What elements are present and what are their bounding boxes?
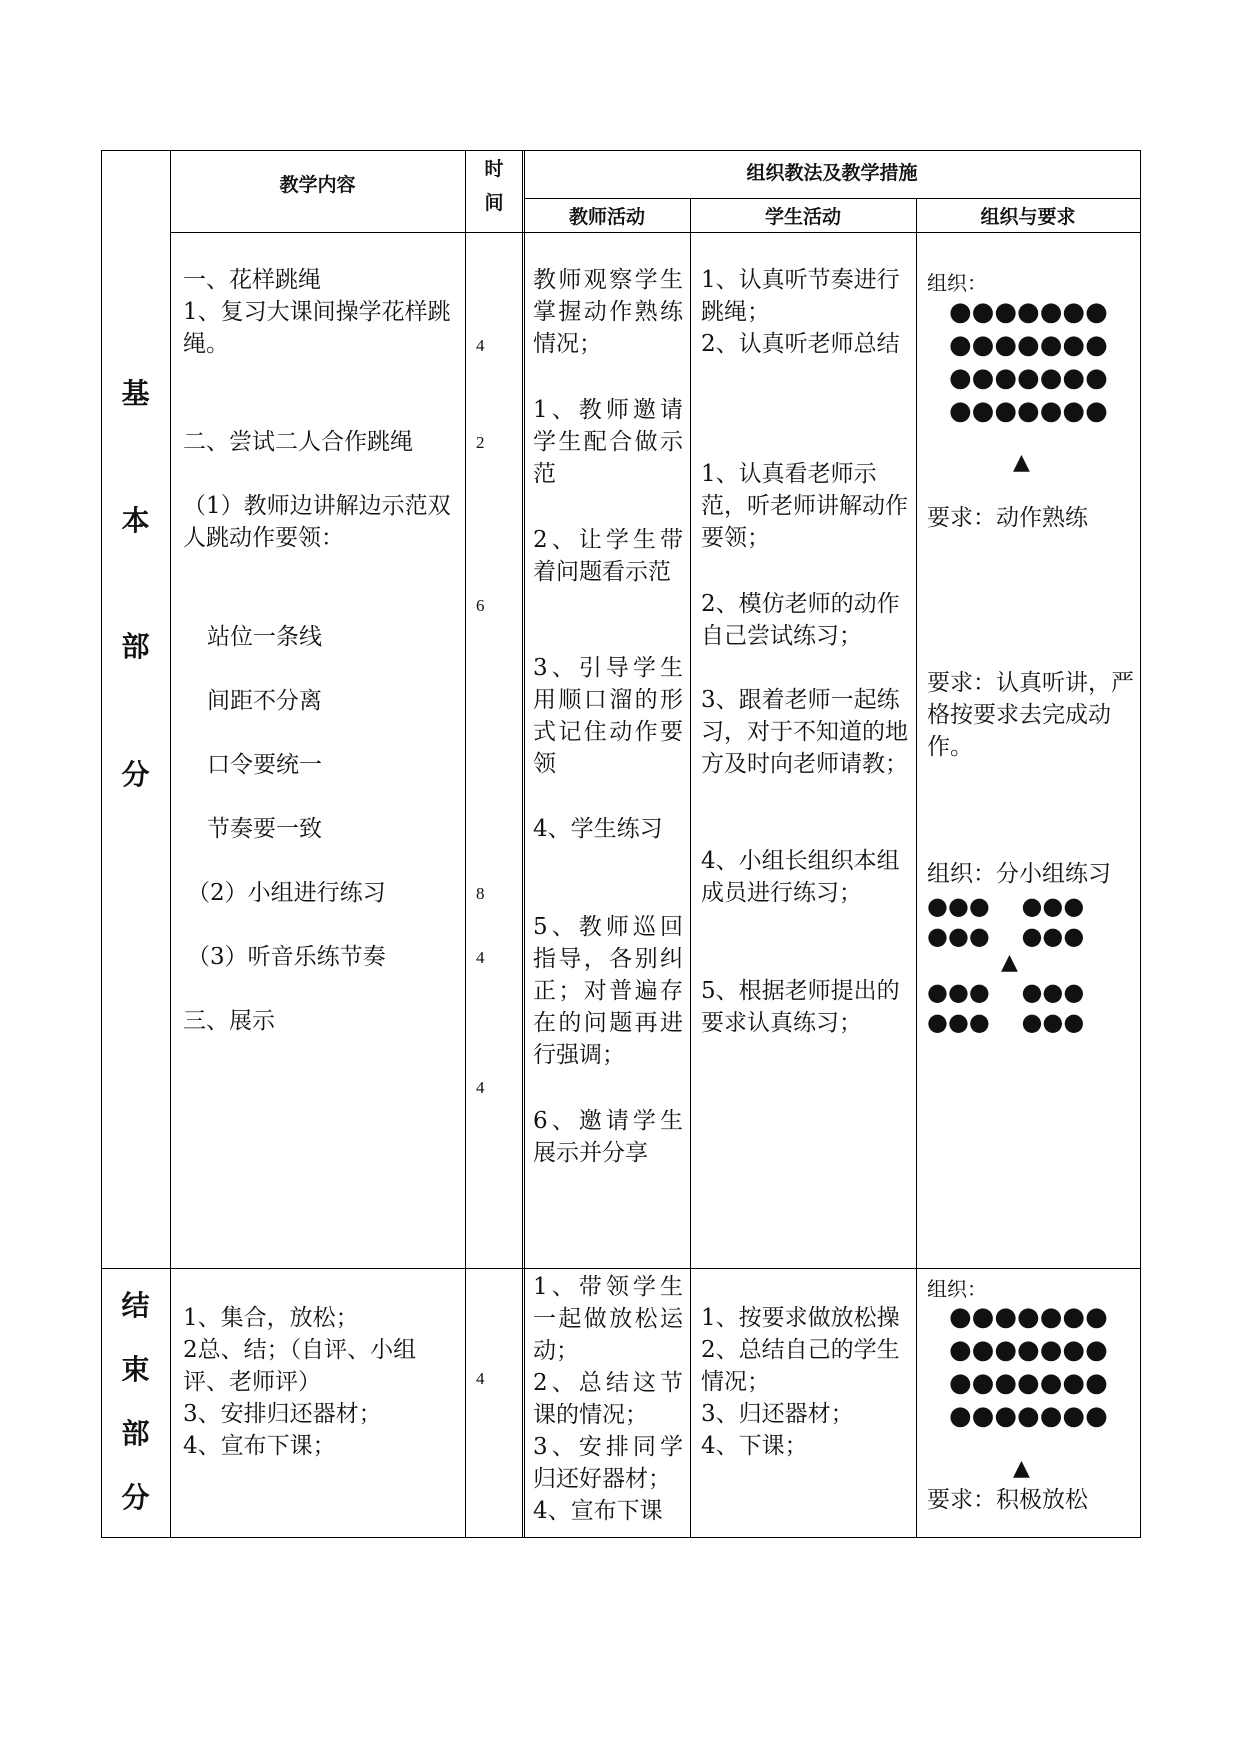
section-char: 部	[121, 630, 150, 663]
content-line: 一、花样跳绳	[183, 267, 321, 293]
teacher-activity: 6、邀请学生展示并分享	[533, 1108, 683, 1166]
student-formation-row: ●●●●●●●	[949, 330, 1108, 360]
time-value: 4	[476, 948, 485, 967]
student-activity: 1、认真听节奏进行跳绳；	[701, 267, 900, 325]
content-line: 3、安排归还器材；	[183, 1401, 382, 1427]
group-formation-row: ●●● ●●●	[927, 922, 1085, 950]
student-activity: 4、小组长组织本组成员进行练习；	[701, 848, 900, 906]
group-formation-row: ●●● ●●●	[927, 892, 1085, 920]
section-char: 分	[121, 1481, 150, 1514]
table-border-top	[101, 150, 1141, 151]
teacher-activity: 5、教师巡回指导，各别纠正；对普遍存在的问题再进行强调；	[533, 914, 683, 1068]
student-activity: 3、归还器材；	[701, 1401, 854, 1427]
student-formation-row: ●●●●●●●	[949, 1302, 1108, 1332]
time-value: 4	[476, 336, 485, 355]
student-formation-row: ●●●●●●●	[949, 1401, 1108, 1431]
section-char: 束	[121, 1353, 150, 1386]
table-border-bottom	[101, 1537, 1141, 1538]
student-activity: 3、跟着老师一起练习，对于不知道的地方及时向老师请教；	[701, 687, 908, 777]
content-line: 1、复习大课间操学花样跳绳。	[183, 299, 451, 357]
content-line: 二、尝试二人合作跳绳	[183, 429, 413, 455]
grid-line	[916, 198, 917, 1538]
teacher-activity: 1、带领学生一起做放松运动；	[533, 1274, 683, 1364]
grid-line	[690, 198, 691, 1538]
content-line: 间距不分离	[207, 688, 322, 714]
content-line: （2）小组进行练习	[187, 880, 386, 906]
header-teacher-activity: 教师活动	[568, 206, 645, 228]
teacher-activity: 2、总结这节课的情况；	[533, 1370, 683, 1428]
grid-line	[465, 150, 466, 1538]
content-line: 1、集合，放松；	[183, 1305, 359, 1331]
org-label: 组织：分小组练习	[927, 861, 1111, 887]
section-char: 分	[121, 758, 150, 791]
content-line: 站位一条线	[207, 624, 322, 650]
student-activity: 2、认真听老师总结	[701, 331, 900, 357]
requirement-text: 要求：积极放松	[927, 1487, 1088, 1513]
content-line: （3）听音乐练节奏	[187, 944, 386, 970]
content-line: 口令要统一	[207, 752, 322, 778]
org-label: 组织：	[927, 1277, 987, 1301]
student-formation-row: ●●●●●●●	[949, 297, 1108, 327]
student-formation-row: ●●●●●●●	[949, 1368, 1108, 1398]
grid-line	[101, 1268, 1141, 1269]
requirement-text: 要求：认真听讲，严格按要求去完成动作。	[927, 670, 1134, 760]
teacher-activity: 2、让学生带着问题看示范	[533, 527, 683, 585]
student-activity: 2、模仿老师的动作自己尝试练习；	[701, 591, 900, 649]
teacher-position-icon: ▲	[1001, 950, 1018, 975]
teacher-activity: 教师观察学生掌握动作熟练情况；	[533, 267, 683, 357]
time-value: 8	[476, 884, 485, 903]
time-value: 2	[476, 433, 485, 452]
group-formation-row: ●●● ●●●	[927, 1008, 1085, 1036]
section-char: 本	[121, 504, 150, 537]
section-char: 基	[121, 377, 150, 410]
teacher-activity: 4、宣布下课	[533, 1498, 663, 1524]
student-activity: 4、下课；	[701, 1433, 808, 1459]
content-line: 4、宣布下课；	[183, 1433, 336, 1459]
content-line: 三、展示	[183, 1008, 275, 1034]
student-formation-row: ●●●●●●●	[949, 396, 1108, 426]
student-activity: 5、根据老师提出的要求认真练习；	[701, 978, 900, 1036]
header-content: 教学内容	[279, 174, 356, 196]
teacher-activity: 4、学生练习	[533, 816, 663, 842]
group-formation-row: ●●● ●●●	[927, 978, 1085, 1006]
content-line: 节奏要一致	[207, 816, 322, 842]
teacher-activity: 3、引导学生用顺口溜的形式记住动作要领	[533, 655, 683, 777]
grid-line	[522, 150, 523, 1538]
student-activity: 2、总结自己的学生情况；	[701, 1337, 900, 1395]
student-activity: 1、按要求做放松操	[701, 1305, 900, 1331]
time-value: 4	[476, 1369, 485, 1388]
header-student-activity: 学生活动	[764, 206, 841, 228]
student-activity: 1、认真看老师示范，听老师讲解动作要领；	[701, 461, 908, 551]
student-formation-row: ●●●●●●●	[949, 1335, 1108, 1365]
teacher-position-icon: ▲	[1013, 450, 1030, 475]
org-label: 组织：	[927, 271, 987, 295]
student-formation-row: ●●●●●●●	[949, 363, 1108, 393]
header-time: 时间	[484, 158, 504, 214]
header-requirement: 组织与要求	[980, 206, 1076, 228]
requirement-text: 要求：动作熟练	[927, 505, 1088, 531]
grid-line	[170, 150, 171, 1538]
teacher-position-icon: ▲	[1013, 1456, 1030, 1481]
header-organization: 组织教法及教学措施	[746, 162, 918, 184]
section-char: 部	[121, 1417, 150, 1450]
table-border-left	[101, 150, 102, 1538]
lesson-plan-table	[101, 150, 1141, 1538]
teacher-activity: 3、安排同学归还好器材；	[533, 1434, 683, 1492]
time-value: 6	[476, 596, 485, 615]
section-char: 结	[121, 1289, 150, 1322]
grid-line	[524, 150, 525, 1538]
grid-line	[524, 198, 1141, 199]
teacher-activity: 1、教师邀请学生配合做示范	[533, 397, 683, 487]
grid-line	[170, 232, 1141, 233]
content-line: 2总、结；（自评、小组评、老师评）	[183, 1337, 417, 1395]
content-line: （1）教师边讲解边示范双人跳动作要领：	[183, 493, 451, 551]
time-value: 4	[476, 1078, 485, 1097]
table-border-right	[1140, 150, 1141, 1538]
